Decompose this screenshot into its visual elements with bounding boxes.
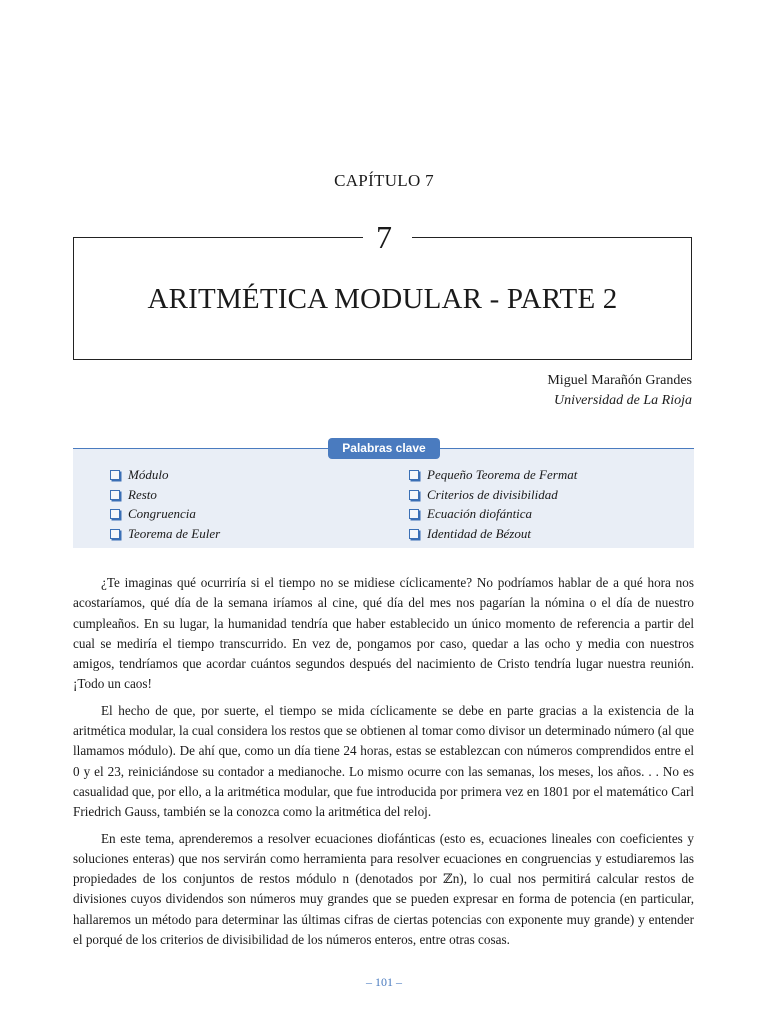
checkbox-bullet-icon xyxy=(110,509,120,519)
page-number: – 101 – xyxy=(366,975,402,989)
keywords-heading: Palabras clave xyxy=(328,438,440,459)
keyword-item xyxy=(409,524,577,544)
keyword-item xyxy=(409,485,577,505)
keyword-label: Congruencia xyxy=(128,506,196,522)
keyword-label: Ecuación diofántica xyxy=(427,506,533,522)
keyword-item xyxy=(110,485,220,505)
chapter-label: CAPÍTULO 7 xyxy=(334,171,434,190)
keyword-label: Teorema de Euler xyxy=(128,526,221,542)
keyword-label: Pequeño Teorema de Fermat xyxy=(427,466,578,482)
keyword-item xyxy=(110,465,220,485)
keyword-label: Identidad de Bézout xyxy=(427,526,531,542)
keyword-label: Resto xyxy=(128,486,157,502)
paragraph-intro: ¿Te imaginas qué ocurriría si el tiempo no se midiese cíclicamente? No podríamos hablar de a qué hora nos acostaríamos, qué día de la semana iríamos al cine, qué día del mes nos pagarían la nómina o el día de nuestro cumpleaños. En su lugar, la humanidad tendría que haber establecido un único momento de referencia a partir del cual se mediría el tiempo transcurrido. En vez de, pongamos por caso, quedar a las ocho y media con nuestros amigos, tendríamos que acordar cuántos segundos después del nacimiento de Cristo tendría lugar nuestra reunión. ¡Todo un caos! xyxy=(73,575,694,692)
keywords-column-right xyxy=(409,465,577,544)
keyword-item xyxy=(110,505,220,525)
keyword-item xyxy=(409,465,577,485)
checkbox-bullet-icon xyxy=(409,470,419,480)
checkbox-bullet-icon xyxy=(110,470,120,480)
checkbox-bullet-icon xyxy=(409,490,419,500)
paragraph-topics: En este tema, aprenderemos a resolver ecuaciones diofánticas (esto es, ecuaciones lineales con coeficientes y soluciones enteras) que nos servirán como herramienta para resolver ecuaciones en congruencias y estudiaremos las propiedades de los conjuntos de restos módulo n (denotados por ℤn), lo cual nos permitirá calcular restos de divisiones cuyos dividendos son números muy grandes que se pueden expresar en forma de potencia (en particular, hallaremos un método para determinar las últimas cifras de ciertas potencias con exponente muy grande) y entender el porqué de los criterios de divisibilidad de los números enteros, entre otras cosas. xyxy=(73,830,694,948)
checkbox-bullet-icon xyxy=(409,509,419,519)
checkbox-bullet-icon xyxy=(110,529,120,539)
keyword-item xyxy=(409,505,577,525)
author-affiliation: Universidad de La Rioja xyxy=(553,393,692,408)
chapter-number: 7 xyxy=(376,219,392,255)
keywords-column-left xyxy=(110,465,220,544)
paragraph-history: El hecho de que, por suerte, el tiempo se mida cíclicamente se debe en parte gracias a la existencia de la aritmética modular, la cual considera los restos que se obtienen al tomar como divisor un determinado número (al que llamamos módulo). De ahí que, como un día tiene 24 horas, estas se establezcan con números comprendidos entre el 0 y el 23, reiniciándose su contador a medianoche. Lo mismo ocurre con las semanas, los meses, los años. . . No es casualidad que, por ello, a la aritmética modular, que fue introducida por primera vez en 1801 por el matemático Carl Friedrich Gauss, también se la conozca como la aritmética del reloj. xyxy=(73,702,694,820)
chapter-title: ARITMÉTICA MODULAR - PARTE 2 xyxy=(147,283,618,315)
body-text xyxy=(73,573,694,956)
keyword-label: Módulo xyxy=(128,466,169,482)
checkbox-bullet-icon xyxy=(110,490,120,500)
author-name: Miguel Marañón Grandes xyxy=(547,373,692,388)
keyword-item xyxy=(110,524,220,544)
checkbox-bullet-icon xyxy=(409,529,419,539)
keyword-label: Criterios de divisibilidad xyxy=(427,486,558,502)
